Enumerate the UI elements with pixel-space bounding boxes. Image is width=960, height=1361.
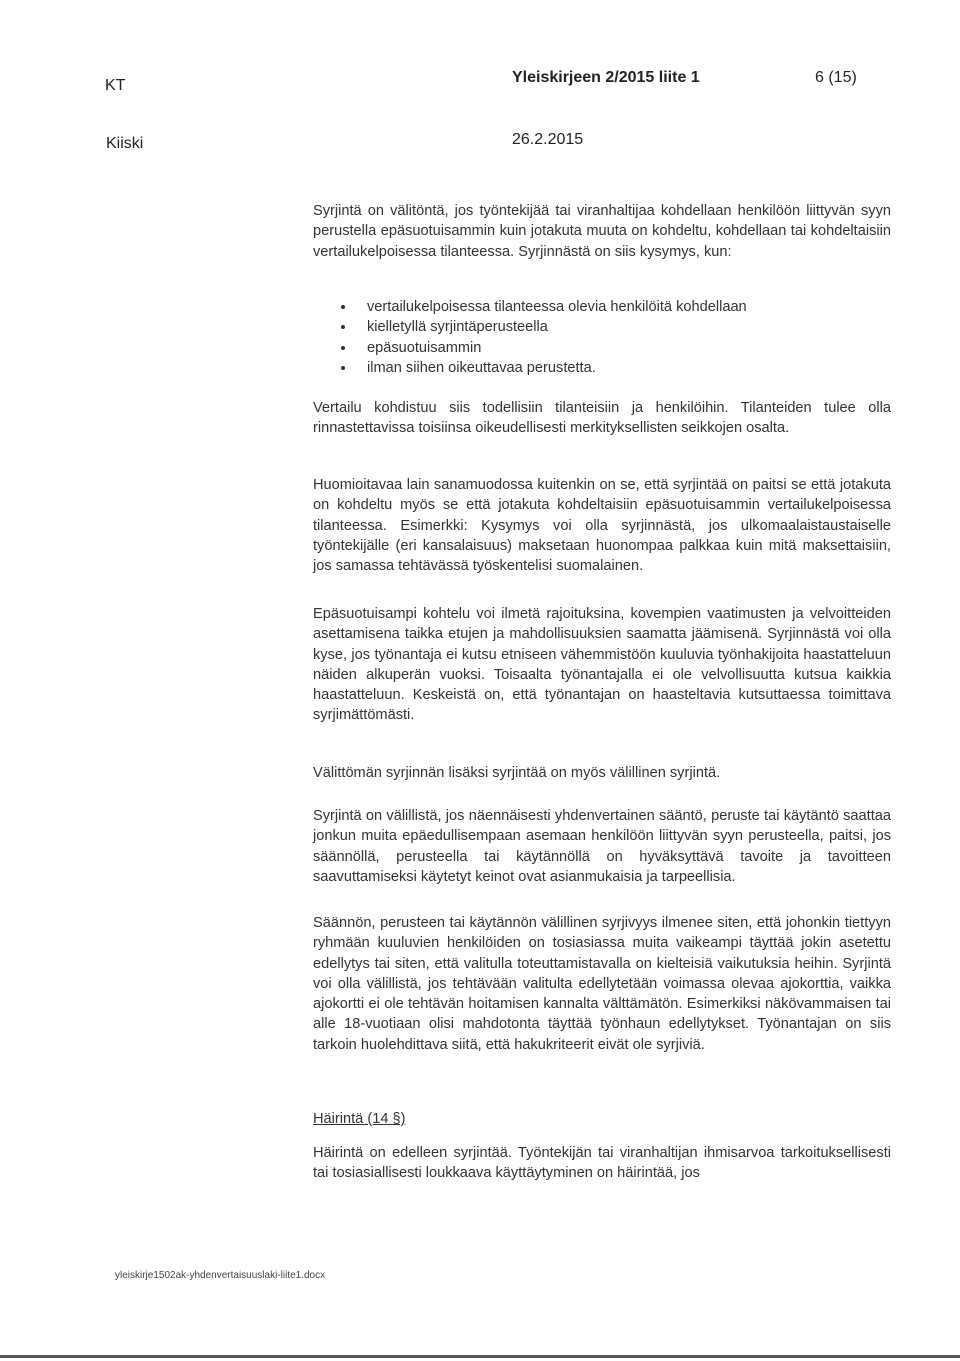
paragraph-text: Epäsuotuisampi kohtelu voi ilmetä rajoituksina, kovempien vaatimusten ja velvoitteiden asettamisena taikka etujen ja mahdollisuuksien saamatta jäämisenä. Syrjinnästä voi olla kyse, jos työnantaja ei kutsu etniseen vähemmistöön kuuluvia työnhakijoita haastatteluun näiden alkuperän vuoksi. Toisaalta työnantajalla ei ole velvollisuutta kutsua kaikkia haastatteluun. Keskeistä on, että työnantajan on haasteltavia kutsuttaessa toimittava syrjimättömästi. — [313, 606, 891, 724]
list-item — [341, 297, 861, 317]
author-name: Kiiski — [106, 135, 144, 152]
list-item-text: epäsuotuisammin — [367, 339, 482, 356]
paragraph-text: Säännön, perusteen tai käytännön välillinen syrjivyys ilmenee siten, että johonkin tiettyyn ryhmään kuuluvien henkilöiden on tosiasiassa muita vaikeampi täyttää jokin asetettu edellytys tai siten, että valitulla toteuttamistavalla on kielteisiä vaikutuksia heihin. Syrjintä voi olla välillistä, jos tehtävään valitulta edellytetään voimassa olevaa ajokorttia, vaikka ajokortti ei ole tehtävän hoitamisen kannalta välttämätön. Esimerkiksi näkövammaisen tai alle 18-vuotiaan olisi mahdotonta täyttää työnhaun edellytykset. Työnantajan on siis tarkoin huolehdittava siitä, että hakukriteerit eivät ole syrjiviä. — [313, 915, 891, 1053]
bottom-border — [0, 1355, 960, 1358]
document-title: Yleiskirjeen 2/2015 liite 1 — [512, 69, 700, 86]
paragraph-indirect-definition — [313, 806, 891, 887]
paragraph-harassment — [313, 1143, 891, 1184]
list-item-text: kielletyllä syrjintäperusteella — [367, 319, 548, 336]
paragraph-indirect-intro — [313, 763, 891, 783]
list-item — [341, 338, 861, 358]
bullet-icon — [341, 366, 345, 370]
paragraph-text: Välittömän syrjinnän lisäksi syrjintää on myös välillinen syrjintä. — [313, 765, 721, 781]
criteria-list — [341, 297, 861, 378]
paragraph-comparison — [313, 398, 891, 439]
page-number: 6 (15) — [815, 69, 857, 86]
list-item-text: ilman siihen oikeuttavaa perustetta. — [367, 359, 596, 376]
paragraph-indirect-examples — [313, 913, 891, 1055]
bullet-icon — [341, 305, 345, 309]
paragraph-direct-discrimination — [313, 201, 891, 262]
paragraph-text: Vertailu kohdistuu siis todellisiin tilanteisiin ja henkilöihin. Tilanteiden tulee olla rinnastettavissa toisiinsa oikeudellisesti merkityksellisten seikkojen osalta. — [313, 400, 891, 437]
list-item — [341, 358, 861, 378]
list-item — [341, 317, 861, 337]
paragraph-text: Syrjintä on välitöntä, jos työntekijää tai viranhaltijaa kohdellaan henkilöön liittyvän syyn perustella epäsuotuisammin kuin jotakuta muuta on kohdeltu, kohdellaan tai kohdeltaisiin vertailukelpoisessa tilanteessa. Syrjinnästä on siis kysymys, kun: — [313, 203, 891, 260]
paragraph-wording-note — [313, 475, 891, 576]
document-code: KT — [105, 77, 126, 94]
section-heading-harassment: Häirintä (14 §) — [313, 1111, 406, 1127]
paragraph-text: Häirintä on edelleen syrjintää. Työntekijän tai viranhaltijan ihmisarvoa tarkoituksellisesti tai tosiasiallisesti loukkaava käyttäytyminen on häirintää, jos — [313, 1145, 891, 1182]
paragraph-text: Syrjintä on välillistä, jos näennäisesti yhdenvertainen sääntö, peruste tai käytäntö saattaa jonkun muita epäedullisempaan asemaan henkilöön liittyvän syyn perusteella, paitsi, jos säännöllä, perusteella tai käytännöllä on hyväksyttävä tavoite ja tavoitteen saavuttamiseksi käytetyt keinot ovat asianmukaisia ja tarpeellisia. — [313, 808, 891, 885]
document-date: 26.2.2015 — [512, 131, 584, 148]
bullet-icon — [341, 325, 345, 329]
footer-filename: yleiskirje1502ak-yhdenvertaisuuslaki-liite1.docx — [115, 1270, 326, 1281]
paragraph-text: Huomioitavaa lain sanamuodossa kuitenkin on se, että syrjintää on paitsi se että jotakuta on kohdeltu myös se että jotakuta kohdeltaisiin epäsuotuisammin vertailukelpoisessa tilanteessa. Esimerkki: Kysymys voi olla syrjinnästä, jos ulkomaalaistaustaiselle työntekijälle (eri kansalaisuus) maksetaan huonompaa palkkaa kuin mitä maksettaisiin, jos samassa tehtävässä työskentelisi suomalainen. — [313, 477, 891, 575]
list-item-text: vertailukelpoisessa tilanteessa olevia henkilöitä kohdellaan — [367, 299, 747, 315]
bullet-icon — [341, 346, 345, 350]
paragraph-unfavourable-treatment — [313, 604, 891, 726]
